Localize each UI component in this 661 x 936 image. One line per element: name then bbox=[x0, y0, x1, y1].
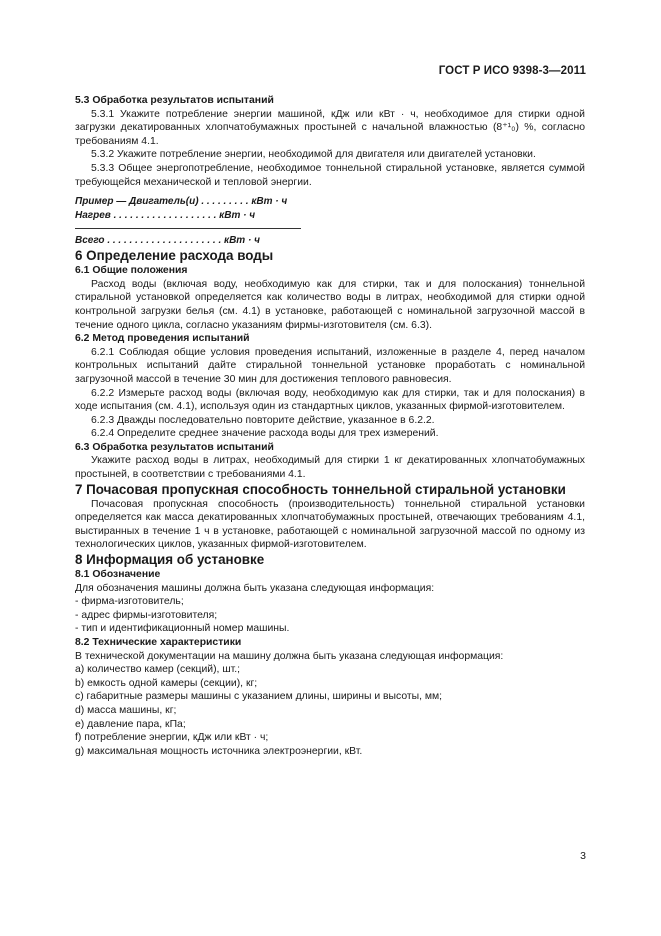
designation-intro: Для обозначения машины должна быть указана следующая информация: bbox=[75, 582, 435, 594]
example-heating-line: Нагрев . . . . . . . . . . . . . . . . . . . кВт · ч bbox=[75, 210, 256, 222]
example-total-line: Всего . . . . . . . . . . . . . . . . . . . . . кВт · ч bbox=[75, 235, 260, 247]
example-divider bbox=[75, 228, 301, 229]
list-item: e) давление пара, кПа; bbox=[75, 718, 186, 730]
para-7: Почасовая пропускная способность (производительность) тоннельной стиральной установки определяется как масса декатированных хлопчатобумажных простыней, отвечающих требованиям 4.1, выстиранных в течение 1 ч в установке, работающей с номинальной загрузочной массой по одному из технологических циклов, указанных фирмой-изготовителем. bbox=[75, 498, 585, 551]
para-5-3-3: 5.3.3 Общее энергопотребление, необходимое тоннельной стиральной установке, является суммой требующейся механической и тепловой энергии. bbox=[75, 162, 585, 188]
list-item: g) максимальная мощность источника электроэнергии, кВт. bbox=[75, 745, 363, 757]
para-6-2-2: 6.2.2 Измерьте расход воды (включая воду, необходимую как для стирки, так и для полоскания) в ходе испытания (см. 4.1), используя один из стандартных циклов, указанных фирмой-изготовителем. bbox=[75, 387, 585, 413]
para-6-2-1: 6.2.1 Соблюдая общие условия проведения испытаний, изложенные в разделе 4, перед началом контрольных испытаний дайте стиральной тоннельной установке проработать с номинальной загрузочной массой в течение 30 мин для достижения теплового равновесия. bbox=[75, 346, 585, 385]
section-8-1-title: 8.1 Обозначение bbox=[75, 569, 161, 581]
section-6-2-title: 6.2 Метод проведения испытаний bbox=[75, 333, 250, 345]
designation-list bbox=[75, 582, 585, 636]
specs-list bbox=[75, 650, 585, 759]
list-item: c) габаритные размеры машины с указанием длины, ширины и высоты, мм; bbox=[75, 691, 443, 703]
para-6-2-4: 6.2.4 Определите среднее значение расхода воды для трех измерений. bbox=[91, 428, 439, 440]
list-item: a) количество камер (секций), шт.; bbox=[75, 664, 241, 676]
para-6-1: Расход воды (включая воду, необходимую как для стирки, так и для полоскания) тоннельной стиральной установкой определяется как количество воды в литрах, необходимой для стирки одной контрольной загрузки белья (см. 4.1) в установке, работающей с номинальной загрузочной массой в течение одного цикла, согласно указаниям фирмы-изготовителя (см. 6.3). bbox=[75, 278, 585, 331]
list-item: - фирма-изготовитель; bbox=[75, 596, 184, 608]
list-item: - адрес фирмы-изготовителя; bbox=[75, 609, 218, 621]
para-5-3-2: 5.3.2 Укажите потребление энергии, необходимой для двигателя или двигателей установки. bbox=[91, 149, 536, 161]
document-header: ГОСТ Р ИСО 9398-3—2011 bbox=[438, 65, 586, 77]
section-7-title: 7 Почасовая пропускная способность тоннельной стиральной установки bbox=[75, 481, 566, 497]
para-6-2-3: 6.2.3 Дважды последовательно повторите действие, указанное в 6.2.2. bbox=[91, 414, 435, 426]
list-item: d) масса машины, кг; bbox=[75, 704, 177, 716]
document-body bbox=[75, 94, 585, 758]
section-8-title: 8 Информация об установке bbox=[75, 552, 265, 568]
list-item: - тип и идентификационный номер машины. bbox=[75, 623, 290, 635]
specs-intro: В технической документации на машину должна быть указана следующая информация: bbox=[75, 650, 504, 662]
list-item: f) потребление энергии, кДж или кВт · ч; bbox=[75, 732, 269, 744]
para-5-3-1: 5.3.1 Укажите потребление энергии машиной, кДж или кВт · ч, необходимое для стирки одной загрузки декатированных хлопчатобумажных простыней с начальной влажностью (8⁺¹₀) %, согласно требованиям 4.1. bbox=[75, 108, 585, 147]
section-6-1-title: 6.1 Общие положения bbox=[75, 265, 188, 277]
example-motor-line: Пример — Двигатель(и) . . . . . . . . . кВт · ч bbox=[75, 196, 288, 208]
section-6-3-title: 6.3 Обработка результатов испытаний bbox=[75, 441, 274, 453]
section-8-2-title: 8.2 Технические характеристики bbox=[75, 637, 242, 648]
page-number: 3 bbox=[580, 850, 586, 862]
section-6-title: 6 Определение расхода воды bbox=[75, 248, 274, 264]
list-item: b) емкость одной камеры (секции), кг; bbox=[75, 677, 258, 689]
section-5-3-title: 5.3 Обработка результатов испытаний bbox=[75, 95, 274, 106]
para-6-3: Укажите расход воды в литрах, необходимый для стирки 1 кг декатированных хлопчатобумажных простыней, в соответствии с требованиями 4.1. bbox=[75, 455, 585, 481]
